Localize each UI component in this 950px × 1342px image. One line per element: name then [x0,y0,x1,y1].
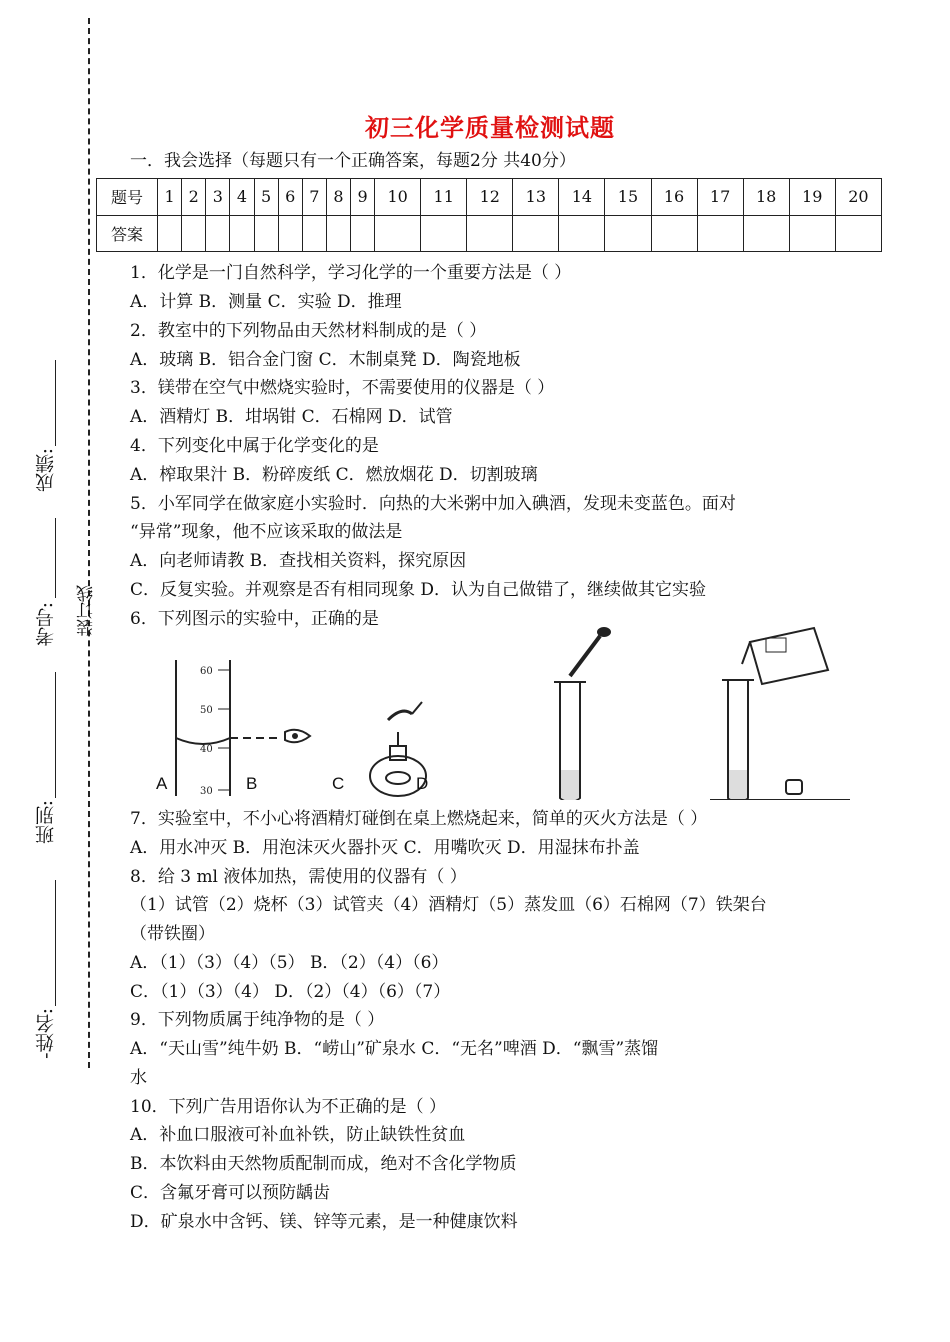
answer-cell[interactable] [254,215,278,252]
question-line: 4．下列变化中属于化学变化的是 [130,436,379,456]
option-line: C．含氟牙膏可以预防龋齿 [130,1183,331,1203]
answer-cell[interactable] [743,215,789,252]
answer-cell[interactable] [697,215,743,252]
name-underline [55,880,56,1006]
header-cell: 题号 [97,179,158,216]
binding-dashed-line [88,18,90,1068]
tick-label: 40 [200,744,213,755]
dropper-test-tube-drawing [554,627,611,800]
score-underline [55,360,56,446]
number-cell: 2 [182,179,206,216]
answer-cell[interactable] [302,215,326,252]
option-line: 水 [130,1068,147,1088]
question-line: （1）试管（2）烧杯（3）试管夹（4）酒精灯（5）蒸发皿（6）石棉网（7）铁架台 [130,895,767,915]
experiment-drawings [150,620,850,800]
answer-cell[interactable] [605,215,651,252]
experiment-figure [150,620,850,804]
question-line: 10．下列广告用语你认为不正确的是（ ） [130,1097,447,1117]
answer-cell[interactable] [182,215,206,252]
option-line: C．反复实验。并观察是否有相同现象 D．认为自己做错了，继续做其它实验 [130,580,707,600]
option-line: A．榨取果汁 B．粉碎废纸 C．燃放烟花 D．切割玻璃 [130,465,538,485]
class-underline [55,672,56,798]
answer-cell[interactable] [835,215,881,252]
tick-label: 30 [200,786,213,797]
section-heading: 一．我会选择（每题只有一个正确答案，每题2分 共40分） [130,151,576,171]
class-label: 班别: [35,800,57,845]
number-cell: 8 [326,179,350,216]
question-line: 1．化学是一门自然科学，学习化学的一个重要方法是（ ） [130,263,572,283]
answer-cell[interactable] [513,215,559,252]
score-label: 成绩: [35,448,57,493]
option-line: A．用水冲灭 B．用泡沫灭火器扑灭 C．用嘴吹灭 D．用湿抹布扑盖 [130,838,640,858]
figure-label-c: C [332,774,345,793]
answer-table [96,178,882,252]
answer-cell[interactable] [158,215,182,252]
question-line: 9．下列物质属于纯净物的是（ ） [130,1010,385,1030]
answer-cell[interactable] [559,215,605,252]
number-cell: 17 [697,179,743,216]
number-cell: 7 [302,179,326,216]
number-cell: 10 [375,179,421,216]
option-line: C．（1）（3）（4） D．（2）（4）（6）（7） [130,982,451,1002]
number-row [97,179,882,216]
question-line: 6．下列图示的实验中，正确的是 [130,609,379,629]
figure-label-a: A [156,774,168,793]
answer-cell[interactable] [278,215,302,252]
number-cell: 12 [467,179,513,216]
number-cell: 13 [513,179,559,216]
tick-label: 50 [200,705,213,716]
question-line: 3．镁带在空气中燃烧实验时，不需要使用的仪器是（ ） [130,378,555,398]
option-line: A．玻璃 B．铝合金门窗 C．木制桌凳 D．陶瓷地板 [130,350,521,370]
number-cell: 18 [743,179,789,216]
answer-cell[interactable] [351,215,375,252]
answer-cell[interactable] [206,215,230,252]
option-line: B．本饮料由天然物质配制而成，绝对不含化学物质 [130,1154,517,1174]
answer-row [97,215,882,252]
answer-cell[interactable] [467,215,513,252]
answer-cell[interactable] [421,215,467,252]
number-cell: 6 [278,179,302,216]
number-cell: 1 [158,179,182,216]
option-line: A．“天山雪”纯牛奶 B．“崂山”矿泉水 C．“无名”啤酒 D．“飘雪”蒸馏 [130,1039,659,1059]
answer-cell[interactable] [326,215,350,252]
answer-cell[interactable] [375,215,421,252]
answer-header-cell: 答案 [97,215,158,252]
option-line: A．补血口服液可补血补铁，防止缺铁性贫血 [130,1125,466,1145]
answer-cell[interactable] [651,215,697,252]
answer-cell[interactable] [789,215,835,252]
option-line: D．矿泉水中含钙、镁、锌等元素，是一种健康饮料 [130,1212,518,1232]
number-cell: 16 [651,179,697,216]
exam-number-underline [55,518,56,598]
question-line: 5．小军同学在做家庭小实验时．向热的大米粥中加入碘酒，发现未变蓝色。面对 [130,494,736,514]
question-line: （带铁圈） [130,924,215,944]
number-cell: 4 [230,179,254,216]
figure-label-d: D [416,774,429,793]
option-line: A．计算 B．测量 C．实验 D．推理 [130,292,402,312]
number-cell: 9 [351,179,375,216]
page-title: 初三化学质量检测试题 [365,113,615,142]
number-cell: 3 [206,179,230,216]
number-cell: 20 [835,179,881,216]
number-cell: 5 [254,179,278,216]
tick-label: 60 [200,666,213,677]
cylinder-reading-drawing [176,660,310,796]
option-line: A．向老师请教 B．查找相关资料，探究原因 [130,551,467,571]
number-cell: 11 [421,179,467,216]
number-cell: 15 [605,179,651,216]
option-line: A．酒精灯 B．坩埚钳 C．石棉网 D．试管 [130,407,453,427]
question-line: “异常”现象，他不应该采取的做法是 [130,522,403,542]
number-cell: 14 [559,179,605,216]
pouring-liquid-drawing [710,628,850,800]
option-line: A．（1）（3）（4）（5） B．（2）（4）（6） [130,953,449,973]
exam-number-label: 考号: [35,602,57,647]
answer-cell[interactable] [230,215,254,252]
number-cell: 19 [789,179,835,216]
figure-label-b: B [246,774,258,793]
question-line: 2．教室中的下列物品由天然材料制成的是（ ） [130,321,487,341]
binding-line-label: 装订线 [77,585,97,636]
question-line: 8．给 3 ml 液体加热，需使用的仪器有（ ） [130,867,467,887]
question-line: 7．实验室中，不小心将酒精灯碰倒在桌上燃烧起来，简单的灭火方法是（ ） [130,809,708,829]
name-label: -姓名: [35,1008,57,1059]
